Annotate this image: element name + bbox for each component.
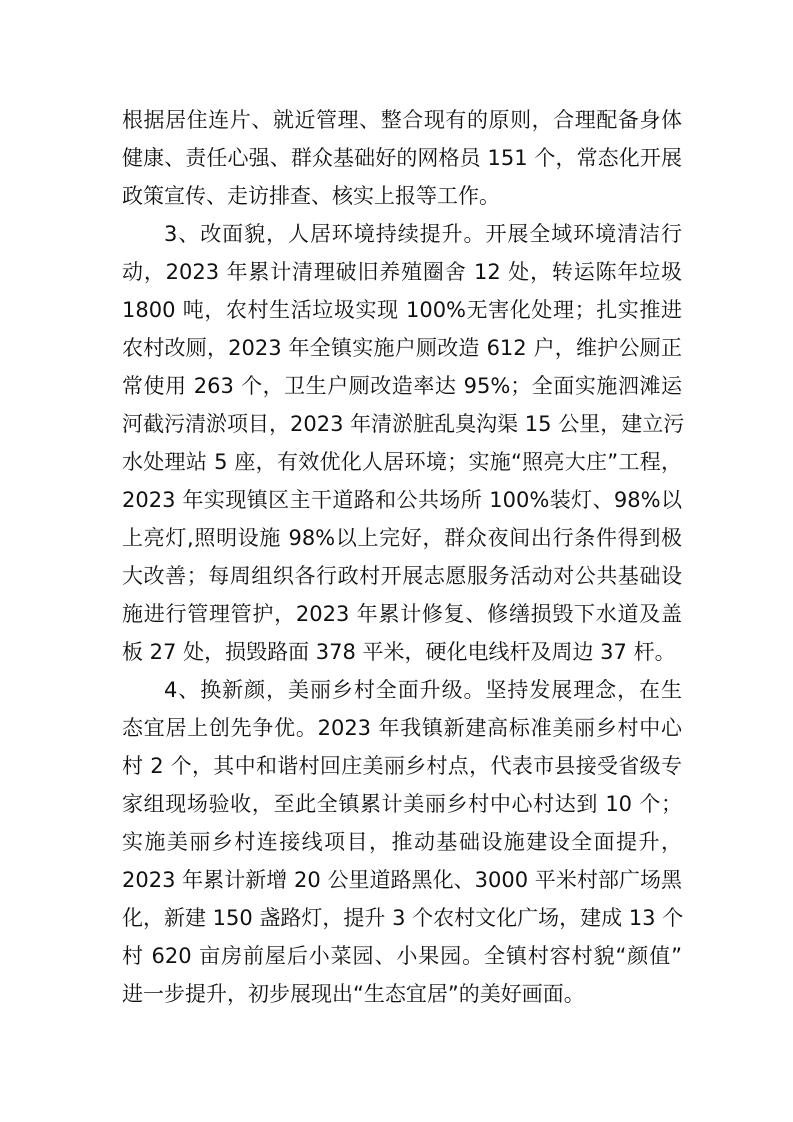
paragraph-line: 政策宣传、走访排查、核实上报等工作。 <box>122 184 500 208</box>
paragraph-line: 村 620 亩房前屋后小菜园、小果园。全镇村容村貌“颜值” <box>122 944 682 968</box>
paragraph-line: 进一步提升，初步展现出“生态宜居”的美好画面。 <box>122 982 585 1006</box>
paragraph-line: 上亮灯,照明设施 98%以上完好，群众夜间出行条件得到极 <box>122 526 682 550</box>
paragraph-line: 水处理站 5 座，有效优化人居环境；实施“照亮大庄”工程， <box>122 450 682 474</box>
paragraph-line: 常使用 263 个，卫生户厕改造率达 95%；全面实施泗滩运 <box>122 374 682 398</box>
paragraph-line: 大改善；每周组织各行政村开展志愿服务活动对公共基础设 <box>122 564 682 588</box>
paragraph-line: 化，新建 150 盏路灯，提升 3 个农村文化广场，建成 13 个 <box>122 906 684 930</box>
paragraph-line: 村 2 个，其中和谐村回庄美丽乡村点，代表市县接受省级专 <box>122 754 682 778</box>
section-heading-line: 3、改面貌，人居环境持续提升。开展全域环境清洁行 <box>164 222 682 246</box>
paragraph-line: 农村改厕，2023 年全镇实施户厕改造 612 户，维护公厕正 <box>122 336 682 360</box>
paragraph-line: 2023 年累计新增 20 公里道路黑化、3000 平米村部广场黑 <box>122 868 682 892</box>
paragraph-line: 态宜居上创先争优。2023 年我镇新建高标准美丽乡村中心 <box>122 716 682 740</box>
paragraph-line: 家组现场验收，至此全镇累计美丽乡村中心村达到 10 个； <box>122 792 682 816</box>
paragraph-line: 实施美丽乡村连接线项目，推动基础设施建设全面提升， <box>122 830 682 854</box>
paragraph-line: 2023 年实现镇区主干道路和公共场所 100%装灯、98%以 <box>122 488 682 512</box>
paragraph-line: 1800 吨，农村生活垃圾实现 100%无害化处理；扎实推进 <box>122 298 682 322</box>
section-heading-line: 4、换新颜，美丽乡村全面升级。坚持发展理念，在生 <box>164 678 682 702</box>
paragraph-line: 动，2023 年累计清理破旧养殖圈舍 12 处，转运陈年垃圾 <box>122 260 682 284</box>
paragraph-line: 河截污清淤项目，2023 年清淤脏乱臭沟渠 15 公里，建立污 <box>122 412 685 436</box>
paragraph-line: 根据居住连片、就近管理、整合现有的原则，合理配备身体 <box>122 108 682 132</box>
paragraph-line: 健康、责任心强、群众基础好的网格员 151 个，常态化开展 <box>122 146 682 170</box>
paragraph-line: 板 27 处，损毁路面 378 平米，硬化电线杆及周边 37 杆。 <box>122 640 676 664</box>
paragraph-line: 施进行管理管护，2023 年累计修复、修缮损毁下水道及盖 <box>122 602 682 626</box>
